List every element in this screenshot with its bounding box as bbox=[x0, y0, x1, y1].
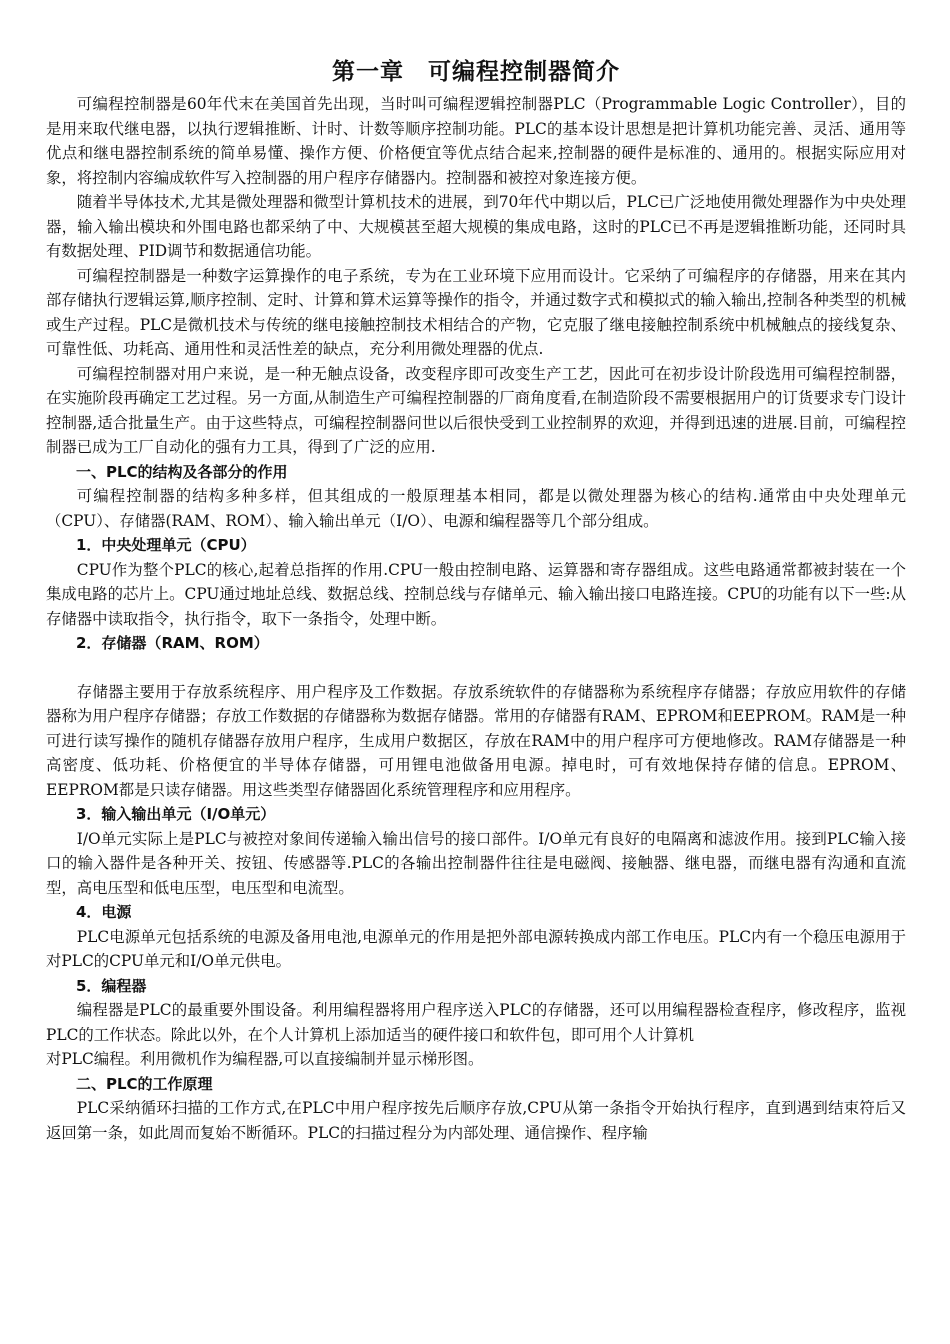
paragraph-programmer: 编程器是PLC的最重要外围设备。利用编程器将用户程序送入PLC的存储器，还可以用编程器检查程序，修改程序，监视PLC的工作状态。除此以外，在个人计算机上添加适当的硬件接口和软件包，即可用个人计算机 bbox=[46, 1001, 906, 1044]
paragraph-cpu: CPU作为整个PLC的核心,起着总指挥的作用.CPU一般由控制电路、运算器和寄存器组成。这些电路通常都被封装在一个集成电路的芯片上。CPU通过地址总线、数据总线、控制总线与存储单元、输入输出接口电路连接。CPU的功能有以下一些:从存储器中读取指令，执行指令，取下一条指令，处理中断。 bbox=[46, 560, 906, 628]
subsection-heading-power: 4．电源 bbox=[76, 903, 132, 921]
subsection-heading-memory: 2．存储器（RAM、ROM） bbox=[76, 634, 269, 652]
paragraph-definition: 可编程控制器是一种数字运算操作的电子系统，专为在工业环境下应用而设计。它采纳了可编程序的存储器，用来在其内部存储执行逻辑运算,顺序控制、定时、计算和算术运算等操作的指令，并通过数字式和模拟式的输入输出,控制各种类型的机械或生产过程。PLC是微机技术与传统的继电接触控制技术相结合的产物，它克服了继电接触控制系统中机械触点的接线复杂、可靠性低、功耗高、通用性和灵活性差的缺点，充分利用微处理器的优点. bbox=[46, 266, 906, 358]
section-heading-principle: 二、PLC的工作原理 bbox=[76, 1074, 213, 1093]
paragraph-history: 随着半导体技术,尤其是微处理器和微型计算机技术的进展，到70年代中期以后，PLC已广泛地使用微处理器作为中央处理器，输入输出模块和外围电路也都采纳了中、大规模甚至超大规模的集成电路，这时的PLC已不再是逻辑推断功能，还同时具有数据处理、PID调节和数据通信功能。 bbox=[46, 193, 906, 260]
section-heading-structure: 一、PLC的结构及各部分的作用 bbox=[76, 462, 288, 481]
paragraph-structure: 可编程控制器的结构多种多样，但其组成的一般原理基本相同，都是以微处理器为核心的结构.通常由中央处理单元（CPU）、存储器(RAM、ROM）、输入输出单元（I/O）、电源和编程器等几个部分组成。 bbox=[46, 487, 906, 530]
document-page bbox=[46, 54, 906, 1145]
paragraph-io: I/O单元实际上是PLC与被控对象间传递输入输出信号的接口部件。I/O单元有良好的电隔离和滤波作用。接到PLC输入接口的输入器件是各种开关、按钮、传感器等.PLC的各输出控制器件往往是电磁阀、接触器、继电器，而继电器有沟通和直流型，高电压型和低电压型，电压型和电流型。 bbox=[46, 829, 906, 897]
subsection-heading-programmer: 5．编程器 bbox=[76, 976, 147, 995]
paragraph-advantages: 可编程控制器对用户来说，是一种无触点设备，改变程序即可改变生产工艺，因此可在初步设计阶段选用可编程控制器，在实施阶段再确定工艺过程。另一方面,从制造生产可编程控制器的厂商角度看,在制造阶段不需要根据用户的订货要求专门设计控制器,适合批量生产。由于这些特点，可编程控制器问世以后很快受到工业控制界的欢迎，并得到迅速的进展.目前，可编程控制器已成为工厂自动化的强有力工具，得到了广泛的应用. bbox=[46, 364, 906, 456]
subsection-heading-io: 3．输入输出单元（I/O单元） bbox=[76, 805, 276, 823]
paragraph-memory: 存储器主要用于存放系统程序、用户程序及工作数据。存放系统软件的存储器称为系统程序存储器；存放应用软件的存储器称为用户程序存储器；存放工作数据的存储器称为数据存储器。常用的存储器有RAM、EPROM和EEPROM。RAM是一种可进行读写操作的随机存储器存放用户程序，生成用户数据区，存放在RAM中的用户程序可方便地修改。RAM存储器是一种高密度、低功耗、价格便宜的半导体存储器，可用锂电池做备用电源。掉电时，可有效地保持存储的信息。EPROM、EEPROM都是只读存储器。用这些类型存储器固化系统管理程序和应用程序。 bbox=[46, 682, 906, 799]
subsection-heading-cpu: 1．中央处理单元（CPU） bbox=[76, 536, 256, 554]
paragraph-programmer-continued: 对PLC编程。利用微机作为编程器,可以直接编制并显示梯形图。 bbox=[46, 1050, 484, 1068]
chapter-title: 第一章 可编程控制器简介 bbox=[332, 59, 620, 85]
paragraph-principle: PLC采纳循环扫描的工作方式,在PLC中用户程序按先后顺序存放,CPU从第一条指令开始执行程序，直到遇到结束符后又返回第一条，如此周而复始不断循环。PLC的扫描过程分为内部处理、通信操作、程序输 bbox=[46, 1099, 906, 1142]
blank-line bbox=[46, 656, 906, 680]
paragraph-power: PLC电源单元包括系统的电源及备用电池,电源单元的作用是把外部电源转换成内部工作电压。PLC内有一个稳压电源用于对PLC的CPU单元和I/O单元供电。 bbox=[46, 927, 906, 970]
paragraph-intro: 可编程控制器是60年代末在美国首先出现，当时叫可编程逻辑控制器PLC（Programmable Logic Controller），目的是用来取代继电器，以执行逻辑推断、计时、计数等顺序控制功能。PLC的基本设计思想是把计算机功能完善、灵活、通用等优点和继电器控制系统的简单易懂、操作方便、价格便宜等优点结合起来,控制器的硬件是标准的、通用的。根据实际应用对象，将控制内容编成软件写入控制器的用户程序存储器内。控制器和被控对象连接方便。 bbox=[46, 95, 906, 187]
